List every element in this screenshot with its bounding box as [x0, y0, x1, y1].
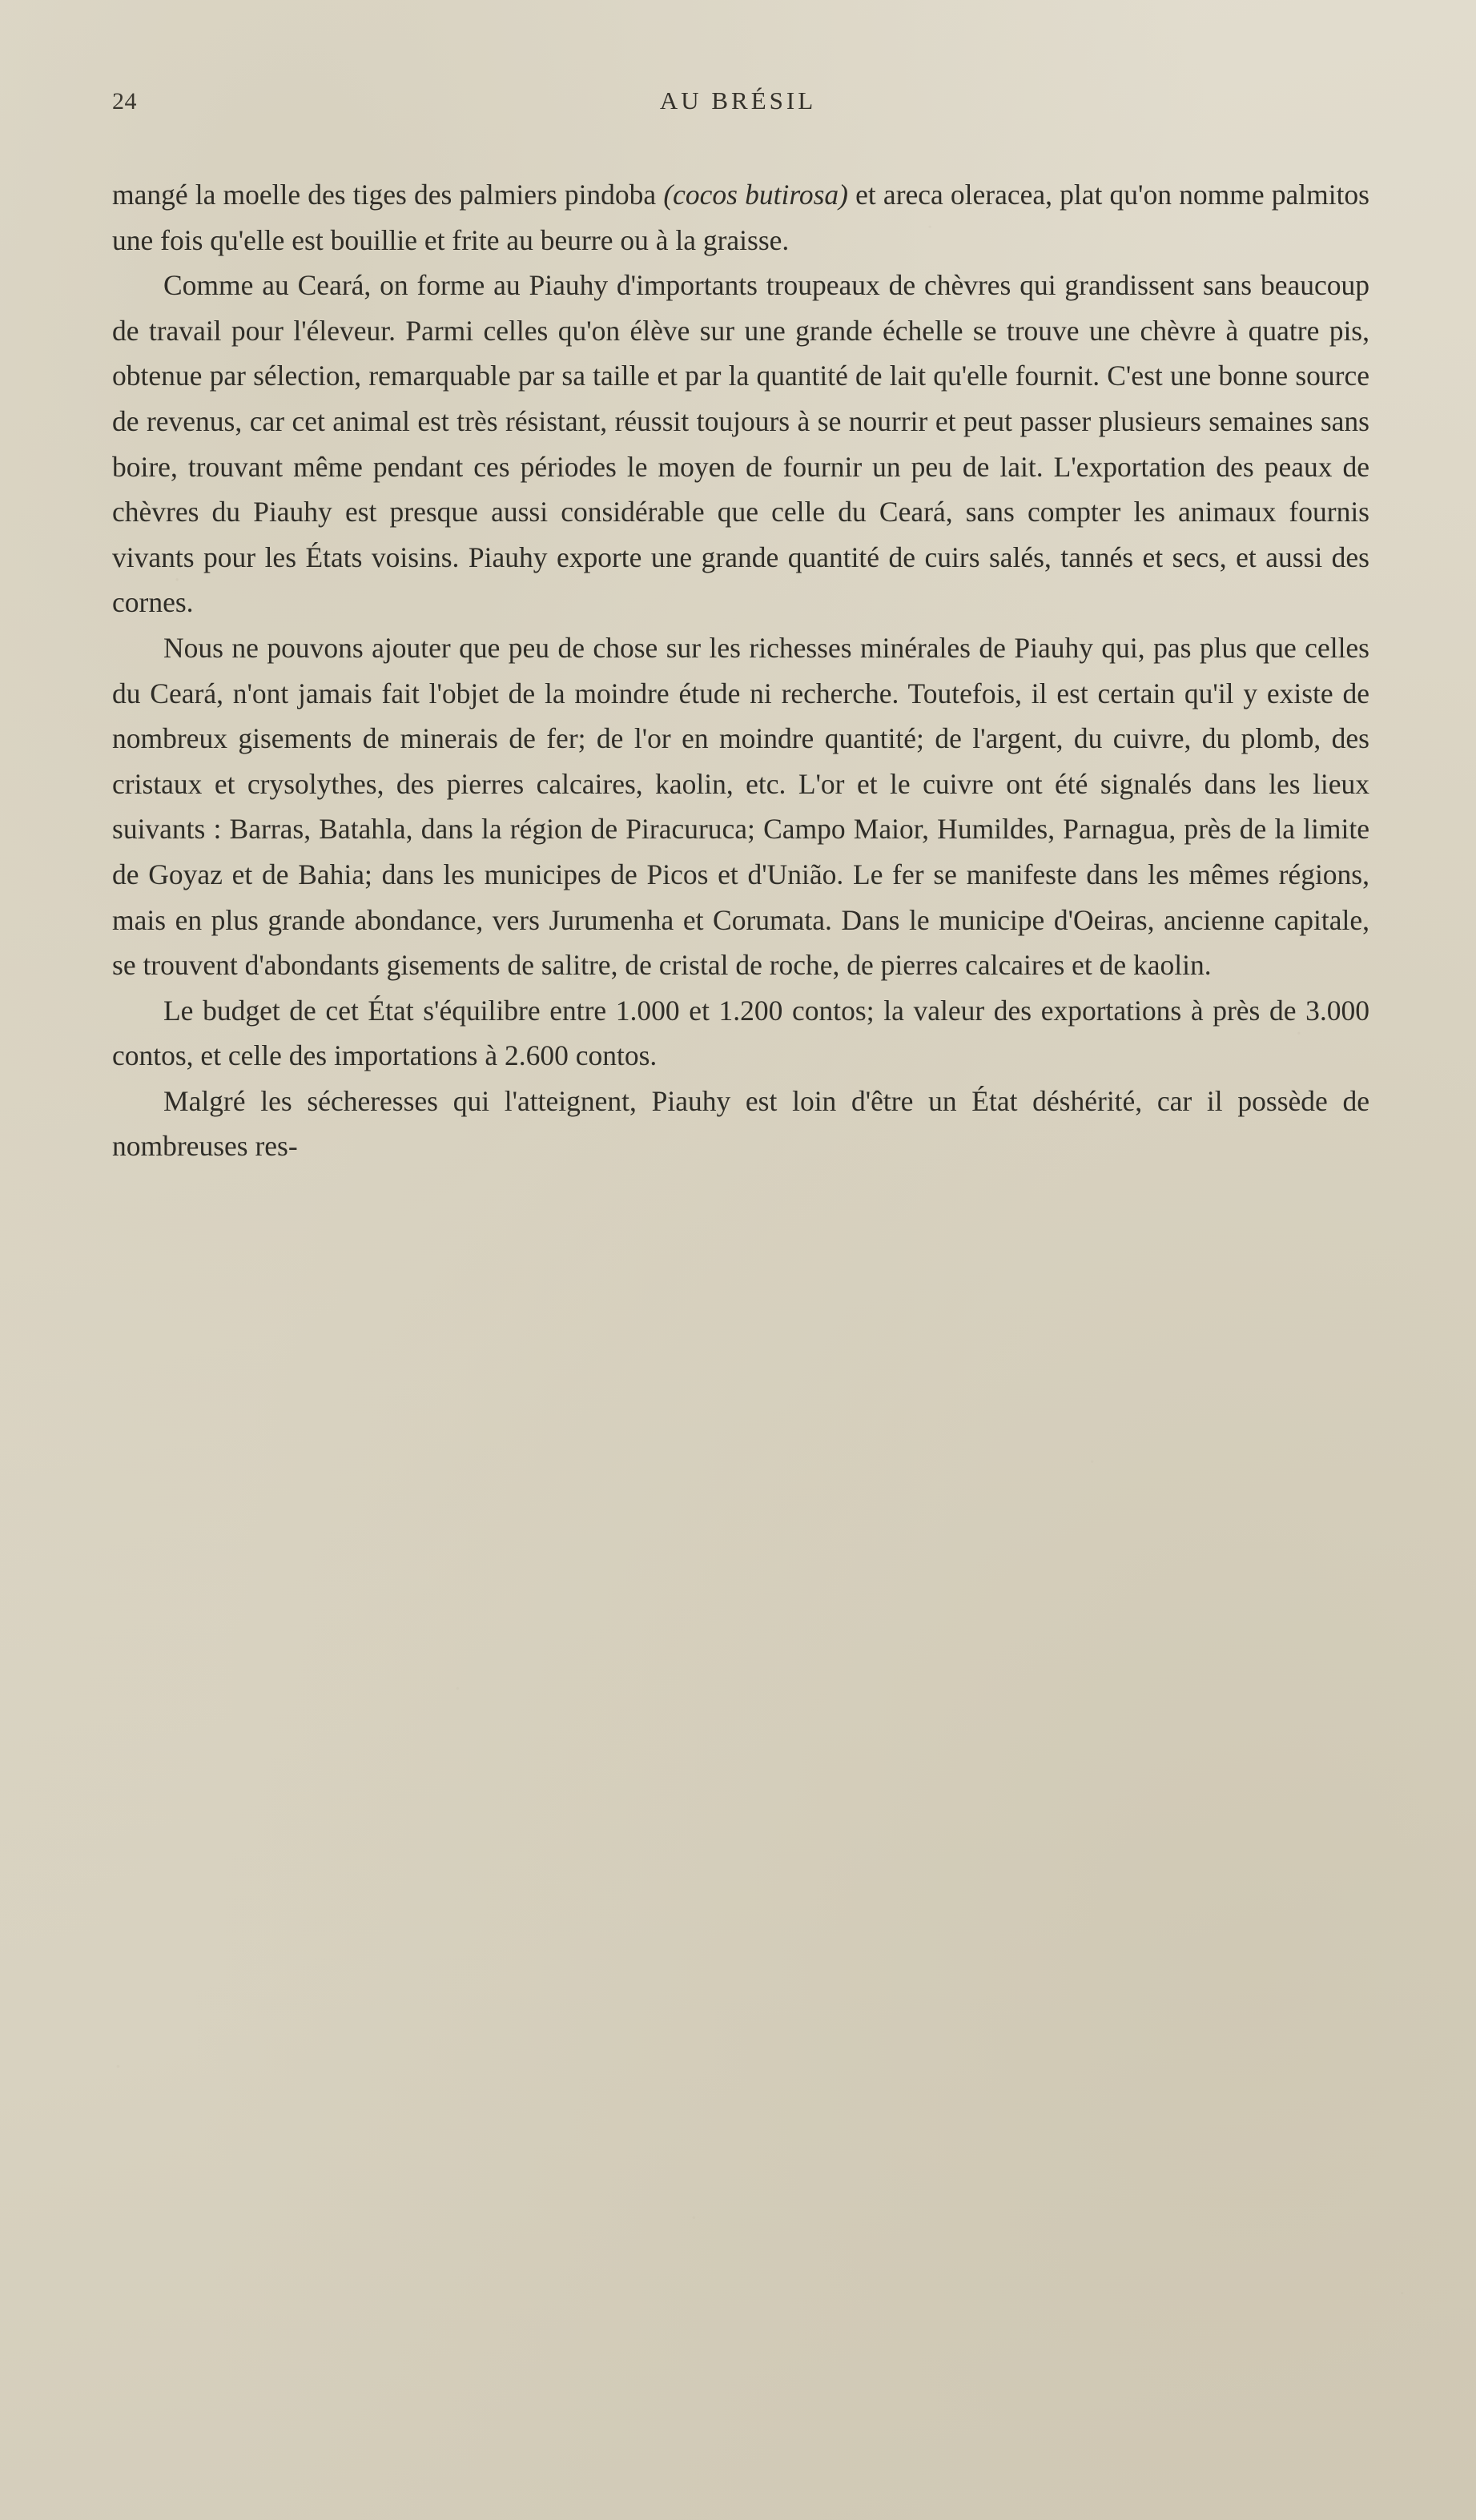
body-text-column: [112, 172, 1369, 1169]
running-title: AU BRÉSIL: [659, 86, 817, 115]
page-header: [112, 88, 1364, 120]
paragraph: Malgré les sécheresses qui l'atteignent, Piauhy est loin d'être un État déshérité, car il possède de nombreuses res-: [112, 1084, 1369, 1163]
paragraph: Nous ne pouvons ajouter que peu de chose sur les richesses minérales de Piauhy qui, pas plus que celles du Ceará, n'ont jamais fait l'objet de la moindre étude ni recherche. Toutefois, il est certain qu'il y existe de nombreux gisements de minerais de fer; de l'or en moindre quantité; de l'argent, du cuivre, du plomb, des cristaux et crysolythes, des pierres calcaires, kaolin, etc. L'or et le cuivre ont été signalés dans les lieux suivants : Barras, Batahla, dans la région de Piracuruca; Campo Maior, Humildes, Parnagua, près de la limite de Goyaz et de Bahia; dans les municipes de Picos et d'União. Le fer se manifeste dans les mêmes régions, mais en plus grande abondance, vers Jurumenha et Corumata. Dans le municipe d'Oeiras, ancienne capitale, se trouvent d'abondants gisements de salitre, de cristal de roche, de pierres calcaires et de kaolin.: [112, 631, 1369, 982]
page-number: 24: [112, 88, 137, 115]
paragraph-continuation: mangé la moelle des tiges des palmiers pindoba (cocos butirosa) et areca oleracea, plat qu'on nomme palmitos une fois qu'elle est bouillie et frite au beurre ou à la graisse.: [112, 179, 1370, 256]
paragraph: Comme au Ceará, on forme au Piauhy d'importants troupeaux de chèvres qui grandissent sans beaucoup de travail pour l'éleveur. Parmi celles qu'on élève sur une grande échelle se trouve une chèvre à quatre pis, obtenue par sélection, remarquable par sa taille et par la quantité de lait qu'elle fournit. C'est une bonne source de revenus, car cet animal est très résistant, réussit toujours à se nourrir et peut passer plusieurs semaines sans boire, trouvant même pendant ces périodes le moyen de fournir un peu de lait. L'exportation des peaux de chèvres du Piauhy est presque aussi considérable que celle du Ceará, sans compter les animaux fournis vivants pour les États voisins. Piauhy exporte une grande quantité de cuirs salés, tannés et secs, et aussi des cornes.: [112, 269, 1369, 619]
paragraph: Le budget de cet État s'équilibre entre 1.000 et 1.200 contos; la valeur des exportations à près de 3.000 contos, et celle des importations à 2.600 contos.: [112, 994, 1369, 1072]
